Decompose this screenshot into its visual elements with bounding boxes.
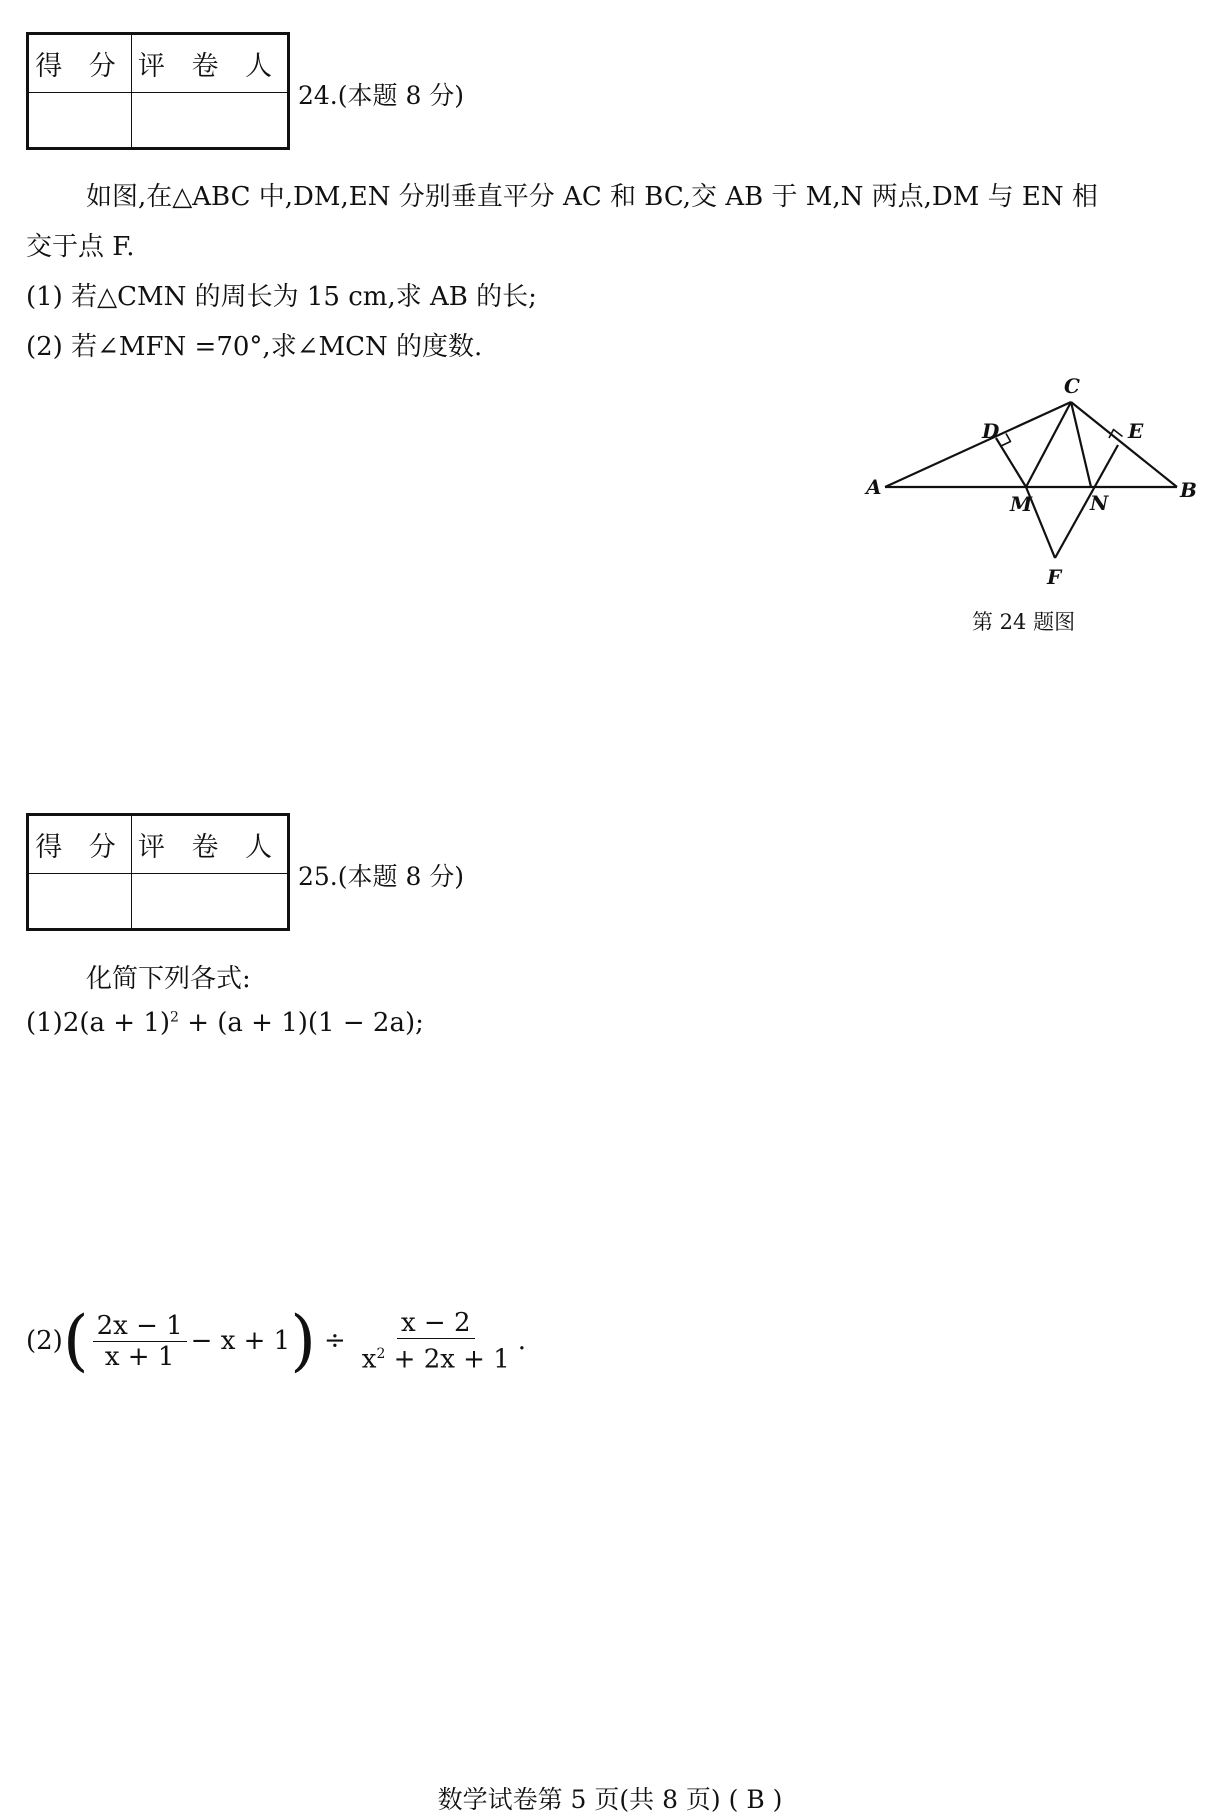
q24-sub1: (1) 若△CMN 的周长为 15 cm,求 AB 的长; xyxy=(26,282,537,312)
segment-mc xyxy=(1026,402,1071,487)
sub1-rest: + (a + 1)(1 − 2a); xyxy=(178,1008,424,1038)
page-footer: 数学试卷第 5 页(共 8 页) ( B ) xyxy=(437,1785,783,1814)
q25-sub2 xyxy=(26,1302,527,1380)
grader-label: 评 卷 人 xyxy=(132,35,287,93)
label-e: E xyxy=(1128,419,1144,443)
fraction-1-numerator: 2x − 1 xyxy=(93,1311,187,1342)
score-label: 得 分 xyxy=(29,816,132,874)
right-paren: ) xyxy=(290,1302,316,1380)
score-box-24 xyxy=(26,32,290,150)
q24-header: 24.(本题 8 分) xyxy=(298,81,465,110)
label-c: C xyxy=(1064,374,1080,398)
sub2-label: (2) xyxy=(26,1326,63,1357)
segment-ac xyxy=(885,402,1071,487)
q25-intro: 化简下列各式: xyxy=(86,964,251,994)
label-m: M xyxy=(1010,492,1033,516)
label-n: N xyxy=(1090,491,1109,515)
segment-dm xyxy=(996,438,1026,487)
q24-intro-1: 如图,在△ABC 中,DM,EN 分别垂直平分 AC 和 BC,交 AB 于 M,N 两点,DM 与 EN 相 xyxy=(86,182,1098,212)
label-b: B xyxy=(1180,478,1197,502)
sub1-exponent: 2 xyxy=(170,1009,179,1026)
sub1-prefix: (1)2(a + 1) xyxy=(26,1008,171,1038)
grader-label: 评 卷 人 xyxy=(132,816,287,874)
fraction-1-denominator: x + 1 xyxy=(104,1341,175,1372)
fraction-2 xyxy=(358,1308,514,1375)
grader-blank xyxy=(132,93,287,147)
label-f: F xyxy=(1047,565,1062,589)
q24-sub2: (2) 若∠MFN =70°,求∠MCN 的度数. xyxy=(26,332,483,362)
score-blank xyxy=(29,93,132,147)
end-period: . xyxy=(517,1326,527,1357)
score-blank xyxy=(29,874,132,928)
triangle-figure xyxy=(855,370,1195,600)
left-paren: ( xyxy=(62,1302,89,1380)
fraction-2-numerator: x − 2 xyxy=(397,1308,475,1339)
q25-sub1 xyxy=(26,1008,424,1038)
q24-intro-2: 交于点 F. xyxy=(26,232,135,262)
label-d: D xyxy=(982,419,1000,443)
fraction-2-denominator: $x^2 + 2x + 1$ xyxy=(361,1344,510,1375)
fraction-1 xyxy=(93,1311,187,1372)
grader-blank xyxy=(132,874,287,928)
score-label: 得 分 xyxy=(29,35,132,93)
segment-ef xyxy=(1055,445,1118,558)
q25-header: 25.(本题 8 分) xyxy=(298,862,465,891)
label-a: A xyxy=(866,475,882,499)
score-box-25 xyxy=(26,813,290,931)
figure-caption: 第 24 题图 xyxy=(972,610,1076,634)
divide-sign: ÷ xyxy=(323,1326,346,1357)
middle-terms: − x + 1 xyxy=(190,1326,291,1357)
right-angle-d xyxy=(1001,434,1011,447)
